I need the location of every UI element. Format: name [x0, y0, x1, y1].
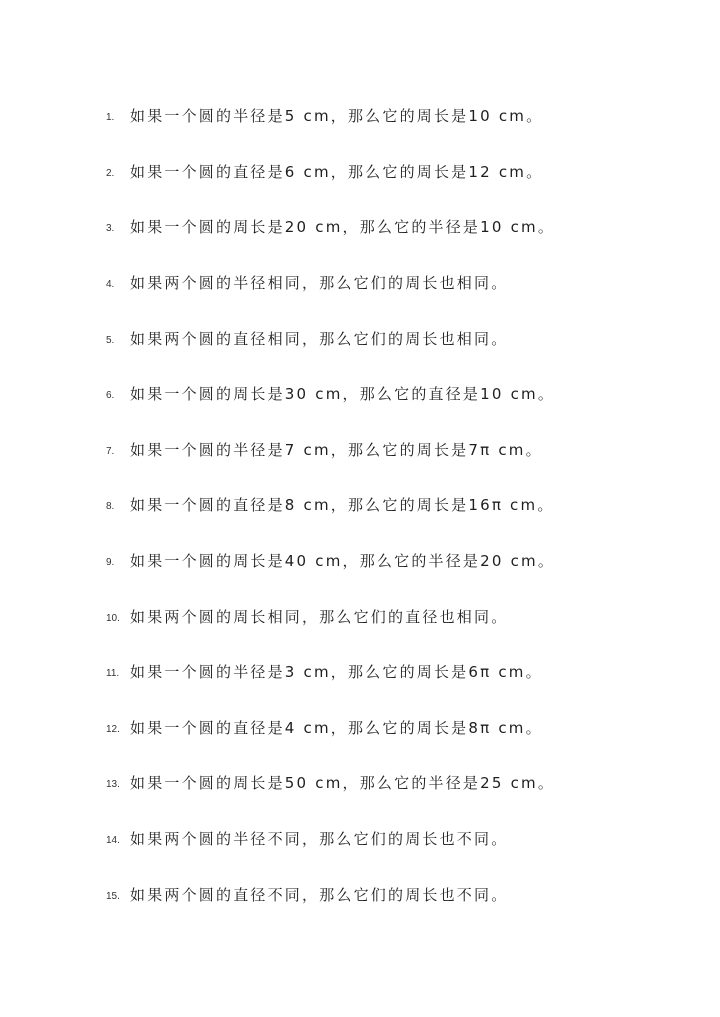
- item-number: 2.: [106, 167, 115, 179]
- item-number: 4.: [106, 279, 115, 291]
- item-text: 如果两个圆的周长相同，那么它们的直径也相同。: [130, 607, 509, 626]
- list-item: [106, 366, 706, 422]
- list-item: [106, 88, 706, 144]
- list-item: [106, 644, 706, 700]
- item-number: 5.: [106, 334, 115, 346]
- list-item: [106, 866, 706, 922]
- item-text: 如果一个圆的周长是40 cm，那么它的半径是20 cm。: [130, 552, 556, 571]
- item-text: 如果一个圆的直径是8 cm，那么它的周长是16π cm。: [130, 496, 555, 515]
- list-item: [106, 755, 706, 811]
- list-item: [106, 255, 706, 311]
- item-number: 12.: [106, 723, 120, 735]
- item-text: 如果两个圆的半径不同，那么它们的周长也不同。: [130, 830, 509, 849]
- item-text: 如果一个圆的直径是4 cm，那么它的周长是8π cm。: [130, 718, 543, 737]
- item-text: 如果一个圆的周长是50 cm，那么它的半径是25 cm。: [130, 774, 556, 793]
- list-item: [106, 144, 706, 200]
- item-number: 1.: [106, 112, 115, 124]
- item-number: 8.: [106, 501, 115, 513]
- statement-list: [106, 88, 706, 922]
- list-item: [106, 477, 706, 533]
- item-text: 如果一个圆的周长是20 cm，那么它的半径是10 cm。: [130, 218, 556, 237]
- list-item: [106, 700, 706, 756]
- item-text: 如果一个圆的半径是3 cm，那么它的周长是6π cm。: [130, 663, 543, 682]
- item-text: 如果一个圆的半径是7 cm，那么它的周长是7π cm。: [130, 440, 543, 459]
- list-item: [106, 811, 706, 867]
- list-item: [106, 533, 706, 589]
- list-item: [106, 199, 706, 255]
- item-number: 7.: [106, 445, 115, 457]
- item-number: 14.: [106, 835, 120, 847]
- item-number: 13.: [106, 779, 120, 791]
- list-item: [106, 422, 706, 478]
- item-number: 10.: [106, 612, 120, 624]
- item-text: 如果两个圆的直径相同，那么它们的周长也相同。: [130, 329, 509, 348]
- item-text: 如果两个圆的直径不同，那么它们的周长也不同。: [130, 885, 509, 904]
- item-text: 如果一个圆的半径是5 cm，那么它的周长是10 cm。: [130, 107, 544, 126]
- item-number: 3.: [106, 223, 115, 235]
- list-item: [106, 588, 706, 644]
- item-text: 如果一个圆的直径是6 cm，那么它的周长是12 cm。: [130, 162, 544, 181]
- item-number: 11.: [106, 668, 120, 680]
- item-number: 9.: [106, 557, 115, 569]
- item-number: 6.: [106, 390, 115, 402]
- list-item: [106, 310, 706, 366]
- item-text: 如果两个圆的半径相同，那么它们的周长也相同。: [130, 274, 509, 293]
- item-number: 15.: [106, 890, 120, 902]
- item-text: 如果一个圆的周长是30 cm，那么它的直径是10 cm。: [130, 385, 556, 404]
